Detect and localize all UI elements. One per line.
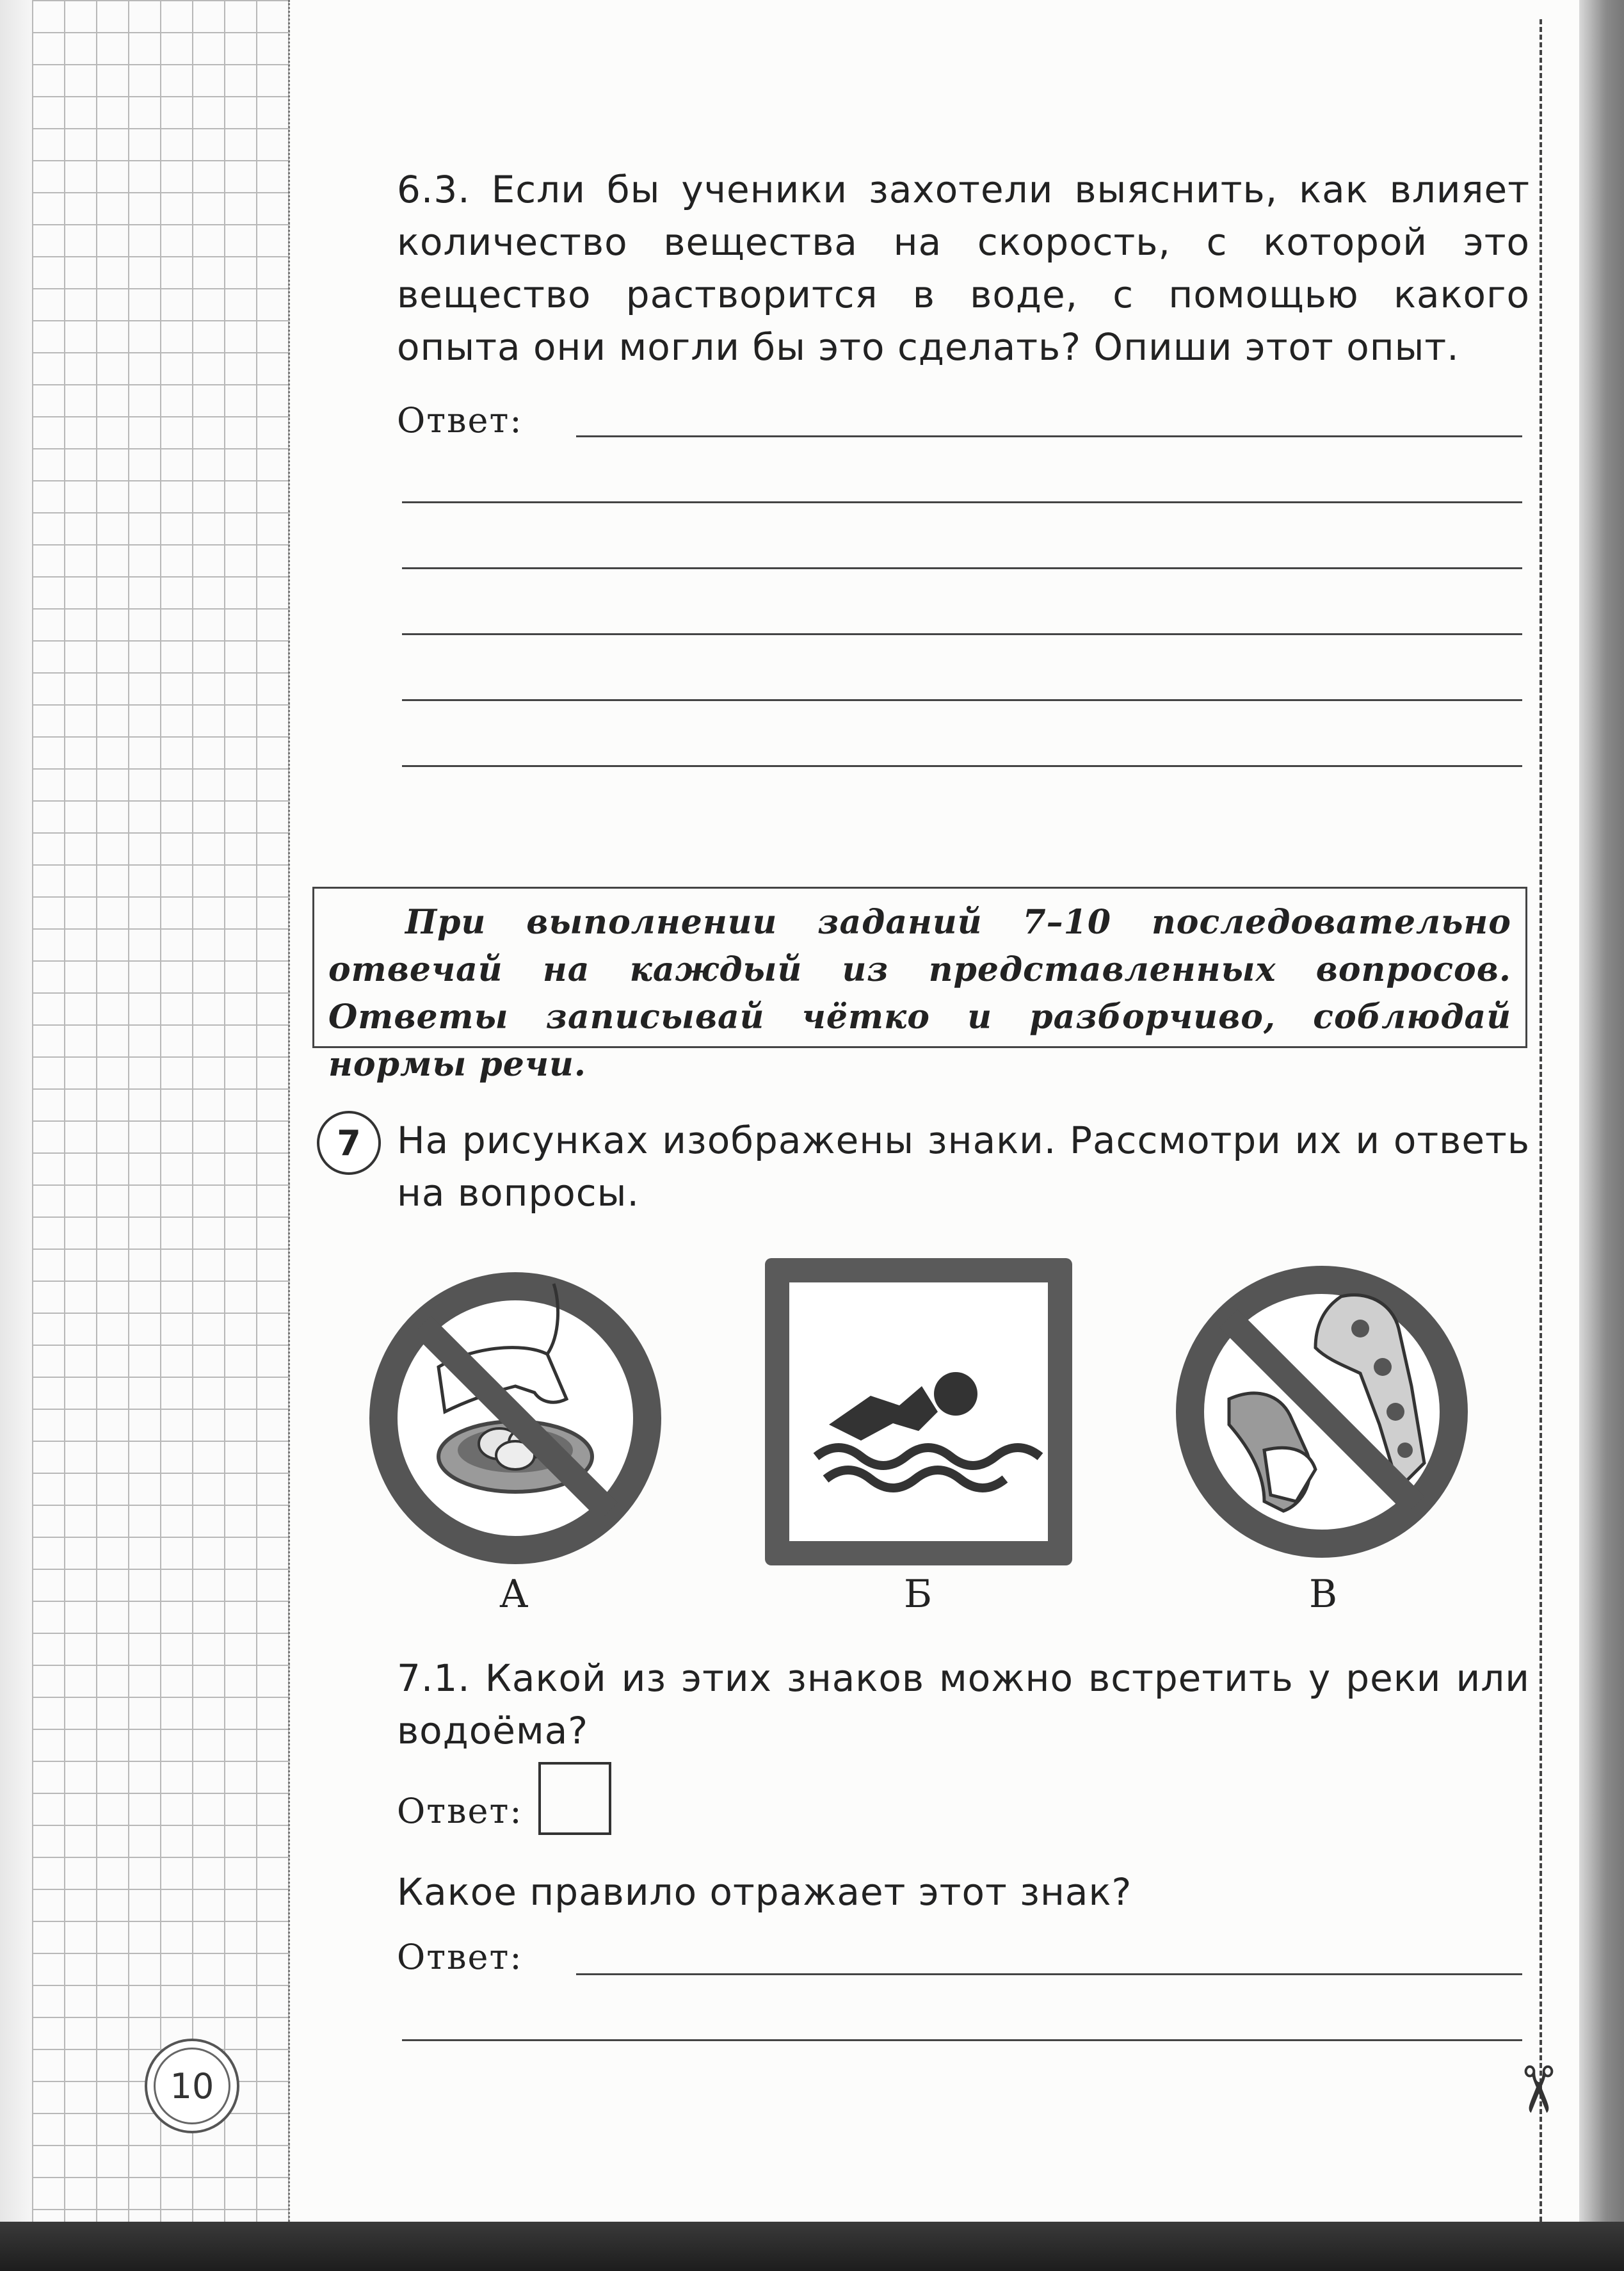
task-7-text: На рисунках изображены знаки. Рассмотри их и ответь на вопросы. — [397, 1119, 1530, 1215]
instruction-box — [312, 887, 1527, 1084]
answer-line[interactable] — [402, 2039, 1522, 2041]
sign-label-a: А — [499, 1572, 529, 1617]
answer-line[interactable] — [402, 501, 1522, 503]
no-feeding-animals-icon — [1168, 1258, 1475, 1565]
page-bottom-edge — [0, 2222, 1624, 2271]
answer-label: Ответ: — [397, 1791, 523, 1831]
sign-label-b: Б — [904, 1572, 933, 1617]
margin-grid — [32, 0, 290, 2222]
page-right-edge — [1579, 0, 1624, 2271]
scissors-icon: ✂ — [1500, 2062, 1575, 2117]
answer-line[interactable] — [402, 765, 1522, 767]
sign-label-v: В — [1309, 1572, 1338, 1617]
rule-question: Какое правило отражает этот знак? — [397, 1870, 1132, 1914]
swimming-icon — [765, 1258, 1072, 1565]
answer-line[interactable] — [402, 567, 1522, 569]
instruction-text: При выполнении заданий 7–10 последовательно отвечай на каждый из представленных вопросов. Ответы записывай чётко и разборчиво, соблюдай нормы речи. — [328, 903, 1511, 1084]
answer-row-7-1 — [397, 1762, 611, 1835]
cut-line — [1540, 19, 1542, 2222]
answer-row-rule — [397, 1937, 523, 1977]
answer-row-6-3 — [397, 400, 523, 440]
no-touching-nest-icon — [362, 1265, 669, 1572]
question-6-3: 6.3. Если бы ученики захотели выяснить, как влияет количество вещества на скорость, с которой это вещество растворится в воде, с помощью какого опыта они могли бы это сделать? Опиши этот опыт. — [397, 168, 1530, 369]
page-number: 10 — [145, 2039, 239, 2133]
page-edge-shadow — [0, 0, 32, 2271]
answer-label: Ответ: — [397, 1937, 523, 1977]
answer-line[interactable] — [402, 633, 1522, 635]
answer-box[interactable] — [538, 1762, 611, 1835]
answer-line[interactable] — [402, 699, 1522, 701]
task-number-badge: 7 — [317, 1111, 381, 1175]
question-7-1: 7.1. Какой из этих знаков можно встретить у реки или водоёма? — [397, 1656, 1530, 1752]
answer-line[interactable] — [576, 435, 1522, 437]
answer-label: Ответ: — [397, 400, 523, 440]
answer-line[interactable] — [576, 1973, 1522, 1975]
